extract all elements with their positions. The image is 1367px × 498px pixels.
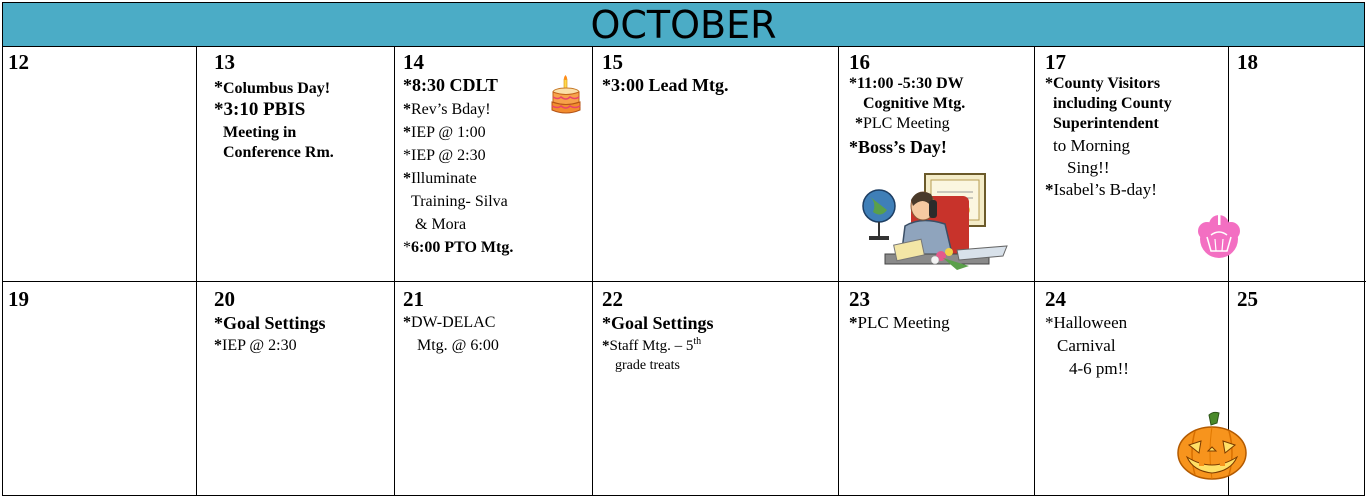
event-dw-delac-line2: Mtg. @ 6:00 (417, 337, 499, 354)
event-county-visitors-line2: including County (1053, 95, 1172, 112)
event-dw-cognitive-line2: Cognitive Mtg. (863, 95, 966, 112)
day-cell-25 (1229, 282, 1366, 495)
october-calendar (2, 2, 1365, 496)
day-cell-15 (593, 47, 839, 282)
day-cell-16 (839, 47, 1035, 282)
event-columbus-day: *Columbus Day! (214, 77, 331, 97)
day-cell-12 (3, 47, 197, 282)
day-number: 22 (602, 287, 623, 311)
day-number: 16 (849, 50, 870, 74)
day-number: 13 (214, 50, 235, 74)
event-pbis-meeting-line3: Conference Rm. (223, 144, 334, 161)
event-iep-230: *IEP @ 2:30 (214, 337, 297, 354)
event-pbis-meeting: *3:10 PBIS (214, 99, 306, 120)
event-county-visitors-line5: Sing!! (1067, 158, 1110, 177)
day-number: 25 (1237, 287, 1258, 311)
day-number: 24 (1045, 287, 1066, 311)
event-dw-cognitive: *11:00 -5:30 DW (849, 75, 964, 92)
event-halloween-carnival: *Halloween (1045, 313, 1128, 332)
day-cell-14 (395, 47, 593, 282)
day-number: 19 (8, 287, 29, 311)
event-plc-meeting: *PLC Meeting (855, 115, 950, 132)
day-cell-22 (593, 282, 839, 495)
event-illuminate-line3: & Mora (415, 216, 467, 233)
event-rev-bday: *Rev’s Bday! (403, 101, 491, 118)
month-header (3, 3, 1364, 47)
event-plc-meeting: *PLC Meeting (849, 313, 950, 332)
day-number: 21 (403, 287, 424, 311)
event-cdlt: *8:30 CDLT (403, 75, 498, 95)
event-illuminate: *Illuminate (403, 170, 477, 187)
event-dw-delac: *DW-DELAC (403, 314, 496, 331)
day-cell-19 (3, 282, 197, 495)
event-boss-day: *Boss’s Day! (849, 137, 947, 157)
event-illuminate-line2: Training- Silva (411, 193, 508, 210)
day-cell-18 (1229, 47, 1366, 282)
event-staff-meeting: *Staff Mtg. – 5th (602, 336, 702, 354)
day-number: 15 (602, 50, 623, 74)
event-halloween-carnival-line2: Carnival (1057, 336, 1116, 355)
event-halloween-carnival-line3: 4-6 pm!! (1069, 359, 1129, 378)
event-iep-230: *IEP @ 2:30 (403, 147, 486, 164)
event-isabel-bday: *Isabel’s B-day! (1045, 180, 1157, 199)
event-county-visitors: *County Visitors (1045, 75, 1161, 92)
office-worker-on-phone-clipart (857, 166, 1017, 276)
day-number: 14 (403, 50, 424, 74)
event-staff-meeting-line2: grade treats (615, 358, 680, 373)
day-number: 18 (1237, 50, 1258, 74)
day-number: 12 (8, 50, 29, 74)
pink-cupcake-icon (1197, 209, 1241, 259)
event-pbis-meeting-line2: Meeting in (223, 124, 297, 141)
event-goal-settings: *Goal Settings (602, 313, 714, 333)
jack-o-lantern-icon (1175, 411, 1249, 481)
event-pto-meeting: *6:00 PTO Mtg. (403, 239, 514, 256)
birthday-cake-icon (549, 75, 583, 117)
day-cell-23 (839, 282, 1035, 495)
event-county-visitors-line4: to Morning (1053, 136, 1130, 155)
day-cell-13 (197, 47, 395, 282)
event-county-visitors-line3: Superintendent (1053, 115, 1159, 132)
event-iep-100: *IEP @ 1:00 (403, 124, 486, 141)
month-title: OCTOBER (590, 3, 777, 47)
event-lead-meeting: *3:00 Lead Mtg. (602, 75, 729, 95)
day-number: 20 (214, 287, 235, 311)
day-number: 17 (1045, 50, 1066, 74)
day-cell-20 (197, 282, 395, 495)
day-cell-21 (395, 282, 593, 495)
day-number: 23 (849, 287, 870, 311)
event-goal-settings: *Goal Settings (214, 313, 326, 333)
